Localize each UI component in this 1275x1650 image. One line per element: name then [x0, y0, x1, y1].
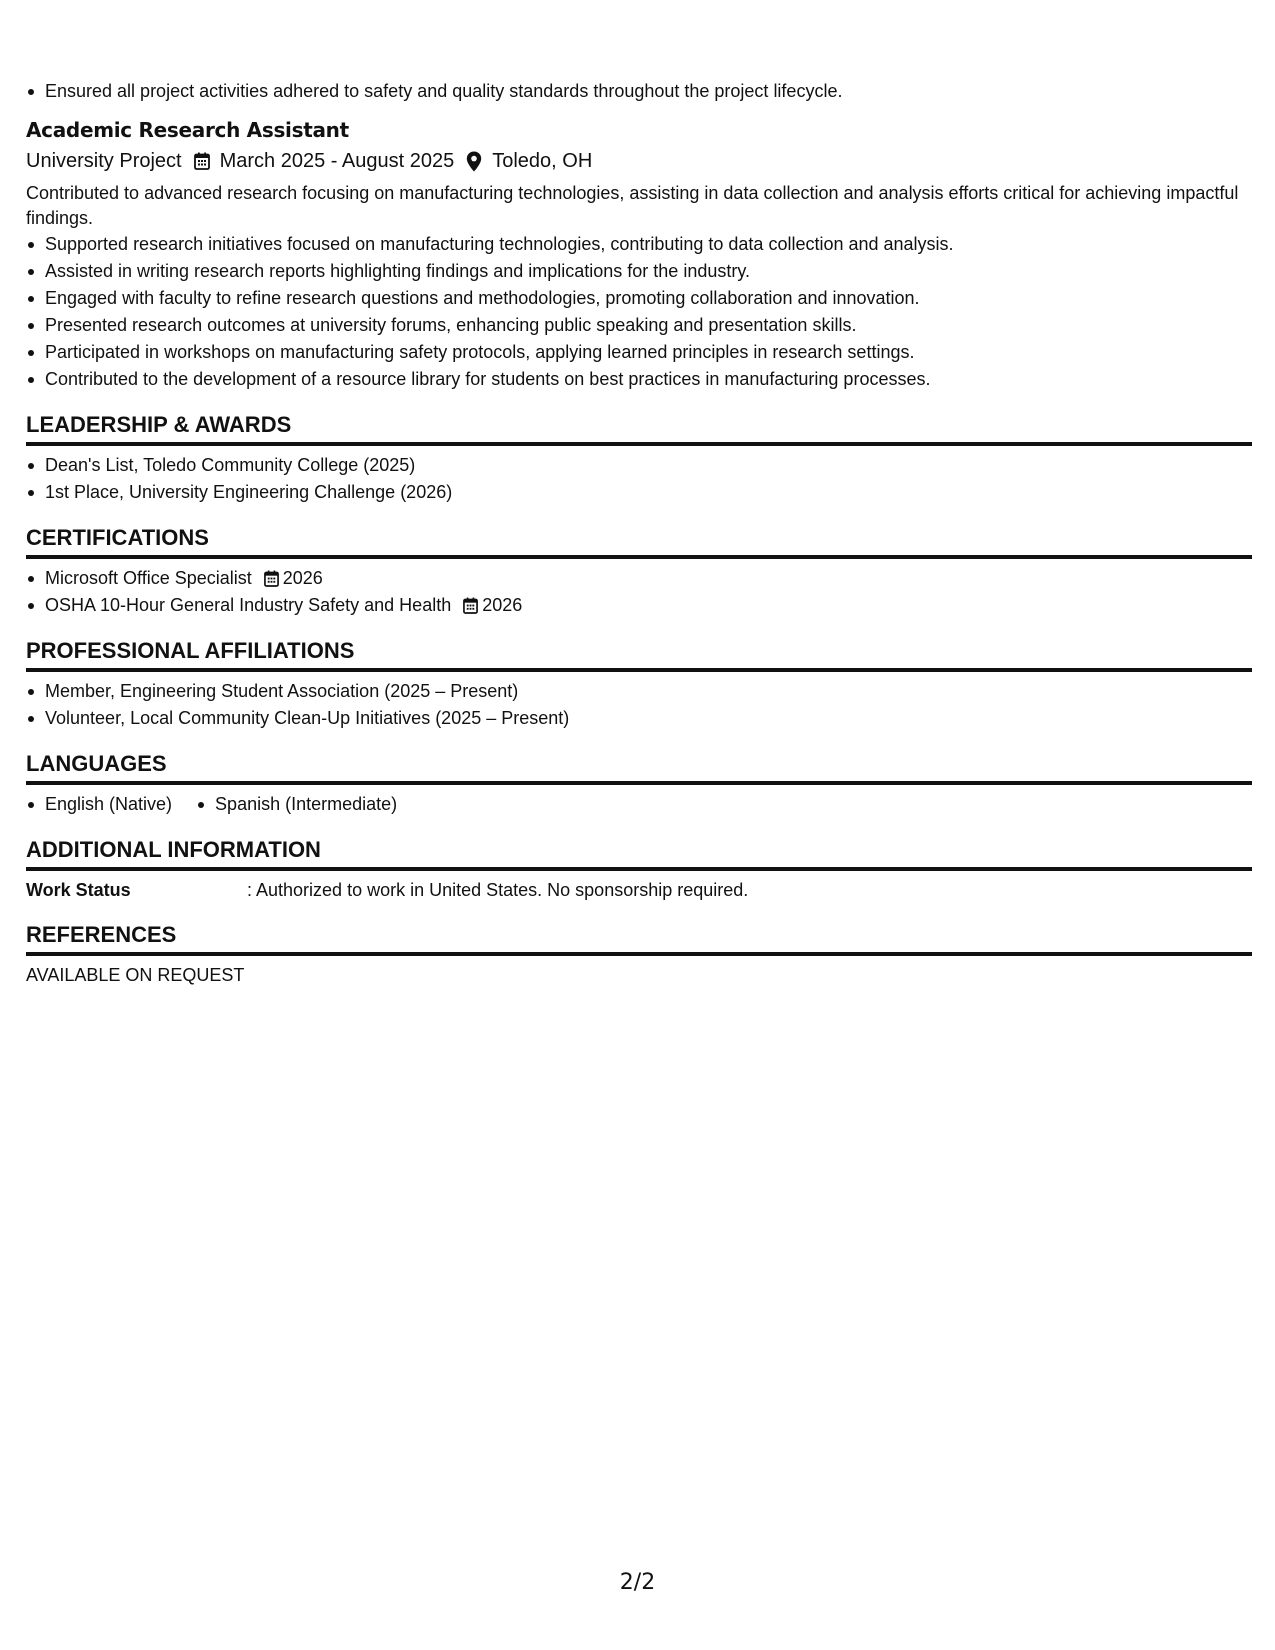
page-number: 2/2: [619, 1570, 656, 1595]
job-summary: Contributed to advanced research focusing on manufacturing technologies, assisting in data collection and analysis efforts critical for achieving impactful findings.: [26, 183, 1239, 228]
list-item: Dean's List, Toledo Community College (2025): [26, 452, 1252, 479]
section-heading: PROFESSIONAL AFFILIATIONS: [26, 637, 1252, 672]
affiliations-section: [26, 637, 1252, 732]
list-item: Volunteer, Local Community Clean-Up Initiatives (2025 – Present): [26, 705, 1252, 732]
job-organization: University Project: [26, 150, 182, 172]
references-section: [26, 921, 1252, 988]
job-title: Academic Research Assistant: [26, 118, 349, 142]
job-entry: [26, 116, 1252, 393]
work-status-value: : Authorized to work in United States. No sponsorship required.: [247, 880, 749, 900]
job-bullets: [26, 231, 1252, 393]
certifications-list: [26, 565, 1252, 619]
map-pin-icon: [466, 151, 482, 172]
list-item: Supported research initiatives focused on manufacturing technologies, contributing to data collection and analysis.: [26, 231, 1252, 258]
work-status-label: Work Status: [26, 880, 131, 900]
references-text: AVAILABLE ON REQUEST: [26, 965, 245, 985]
affiliations-list: [26, 678, 1252, 732]
calendar-icon: [463, 597, 478, 614]
certifications-section: [26, 524, 1252, 619]
work-status-row: [26, 877, 1252, 903]
list-item: Engaged with faculty to refine research questions and methodologies, promoting collaboration and innovation.: [26, 285, 1252, 312]
list-item: Member, Engineering Student Association (2025 – Present): [26, 678, 1252, 705]
list-item: Spanish (Intermediate): [196, 791, 397, 818]
languages-list: [26, 791, 1252, 818]
section-heading: LEADERSHIP & AWARDS: [26, 411, 1252, 446]
leadership-list: [26, 452, 1252, 506]
job-location: Toledo, OH: [492, 150, 593, 172]
calendar-icon: [194, 152, 210, 170]
list-item: [26, 565, 1252, 592]
certification-name: OSHA 10-Hour General Industry Safety and Health: [45, 595, 452, 615]
list-item: Presented research outcomes at university forums, enhancing public speaking and presentation skills.: [26, 312, 1252, 339]
section-heading: REFERENCES: [26, 921, 1252, 956]
list-item: [26, 592, 1252, 619]
section-heading: ADDITIONAL INFORMATION: [26, 836, 1252, 871]
list-item: Assisted in writing research reports highlighting findings and implications for the industry.: [26, 258, 1252, 285]
list-item: English (Native): [26, 791, 172, 818]
list-item: Contributed to the development of a resource library for students on best practices in manufacturing processes.: [26, 366, 1252, 393]
certification-year: 2026: [482, 595, 523, 615]
section-heading: CERTIFICATIONS: [26, 524, 1252, 559]
languages-section: [26, 750, 1252, 818]
list-item: Participated in workshops on manufacturing safety protocols, applying learned principles in research settings.: [26, 339, 1252, 366]
resume-page: [26, 78, 1252, 988]
previous-job-bullets: [26, 78, 1252, 105]
additional-info-section: [26, 836, 1252, 903]
job-meta: [26, 146, 1252, 176]
certification-year: 2026: [282, 568, 323, 588]
section-heading: LANGUAGES: [26, 750, 1252, 785]
list-item: 1st Place, University Engineering Challenge (2026): [26, 479, 1252, 506]
calendar-icon: [264, 570, 279, 587]
job-dates: March 2025 - August 2025: [219, 150, 455, 172]
leadership-section: [26, 411, 1252, 506]
list-item: Ensured all project activities adhered to safety and quality standards throughout the project lifecycle.: [26, 78, 1252, 105]
certification-name: Microsoft Office Specialist: [45, 568, 252, 588]
